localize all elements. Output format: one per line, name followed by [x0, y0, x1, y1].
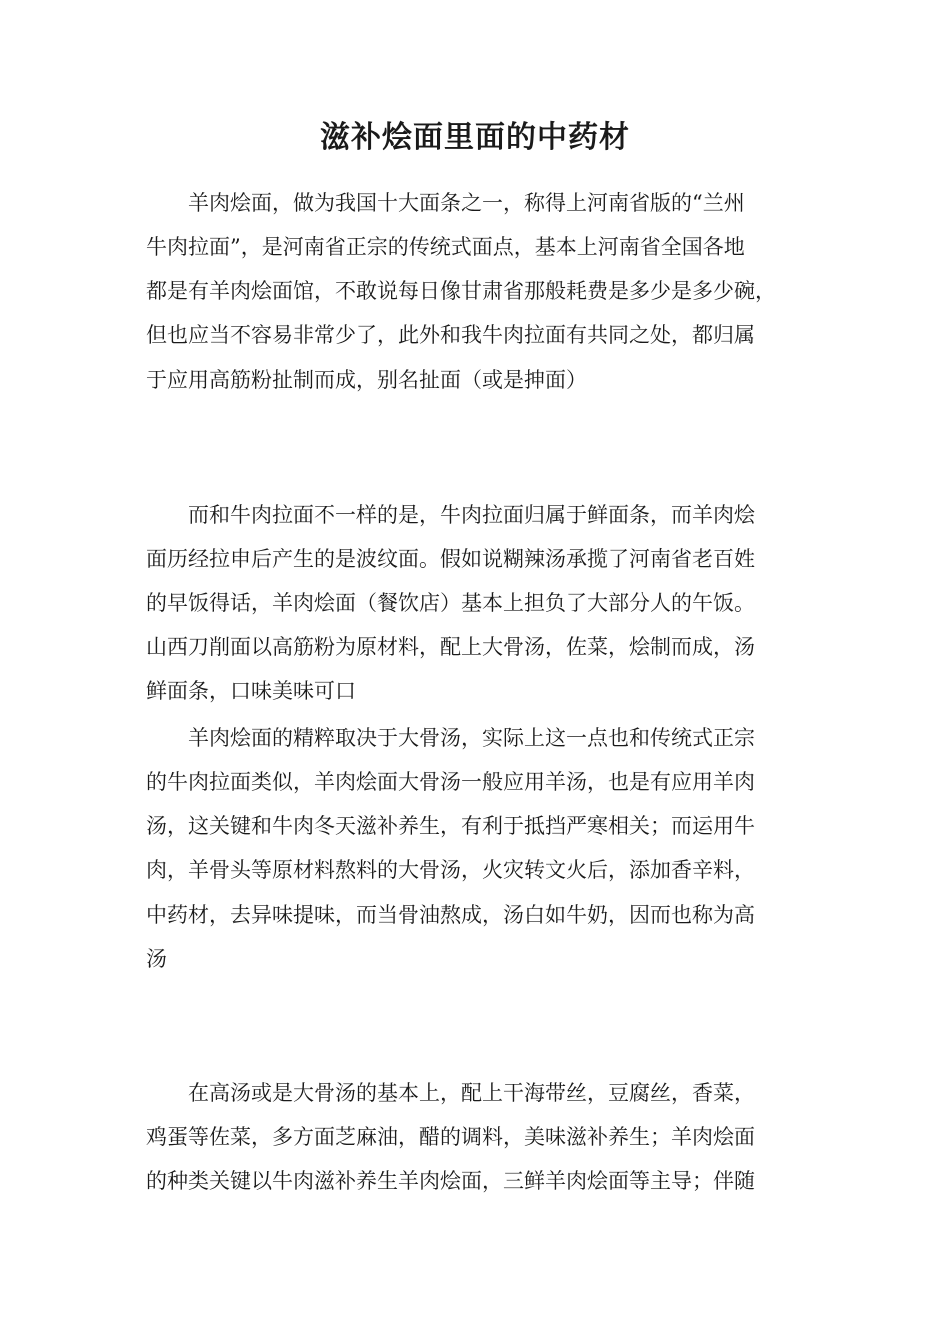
- text-line: 的早饭得话，羊肉烩面（餐饮店）基本上担负了大部分人的午饭。: [146, 591, 755, 615]
- text-line: 汤: [146, 947, 167, 971]
- text-line: 羊肉烩面的精粹取决于大骨汤，实际上这一点也和传统式正宗: [188, 726, 755, 750]
- text-line: 鸡蛋等佐菜，多方面芝麻油，醋的调料，美味滋补养生；羊肉烩面: [146, 1125, 755, 1149]
- text-line: 但也应当不容易非常少了，此外和我牛肉拉面有共同之处，都归属: [146, 323, 755, 347]
- text-line: 的牛肉拉面类似，羊肉烩面大骨汤一般应用羊汤，也是有应用羊肉: [146, 770, 755, 794]
- text-line: 牛肉拉面”，是河南省正宗的传统式面点，基本上河南省全国各地: [146, 235, 745, 259]
- text-line: 面历经拉申后产生的是波纹面。假如说糊辣汤承揽了河南省老百姓: [146, 547, 755, 571]
- text-line: 都是有羊肉烩面馆，不敢说每日像甘肃省那般耗费是多少是多少碗，: [146, 279, 776, 303]
- text-line: 鲜面条，口味美味可口: [146, 679, 356, 703]
- text-line: 山西刀削面以高筋粉为原材料，配上大骨汤，佐菜，烩制而成，汤: [146, 635, 755, 659]
- text-line: 的种类关键以牛肉滋补养生羊肉烩面，三鲜羊肉烩面等主导；伴随: [146, 1169, 755, 1193]
- text-line: 汤，这关键和牛肉冬天滋补养生，有利于抵挡严寒相关；而运用牛: [146, 814, 755, 838]
- document-title: 滋补烩面里面的中药材: [320, 120, 630, 155]
- text-line: 而和牛肉拉面不一样的是，牛肉拉面归属于鲜面条，而羊肉烩: [188, 503, 755, 527]
- text-line: 中药材，去异味提味，而当骨油熬成，汤白如牛奶，因而也称为高: [146, 903, 755, 927]
- text-line: 肉，羊骨头等原材料熬料的大骨汤，火灾转文火后，添加香辛料，: [146, 858, 755, 882]
- text-line: 于应用高筋粉扯制而成，别名扯面（或是抻面）: [146, 368, 587, 392]
- text-line: 羊肉烩面，做为我国十大面条之一，称得上河南省版的“兰州: [188, 191, 745, 215]
- text-line: 在高汤或是大骨汤的基本上，配上干海带丝，豆腐丝，香菜，: [188, 1081, 755, 1105]
